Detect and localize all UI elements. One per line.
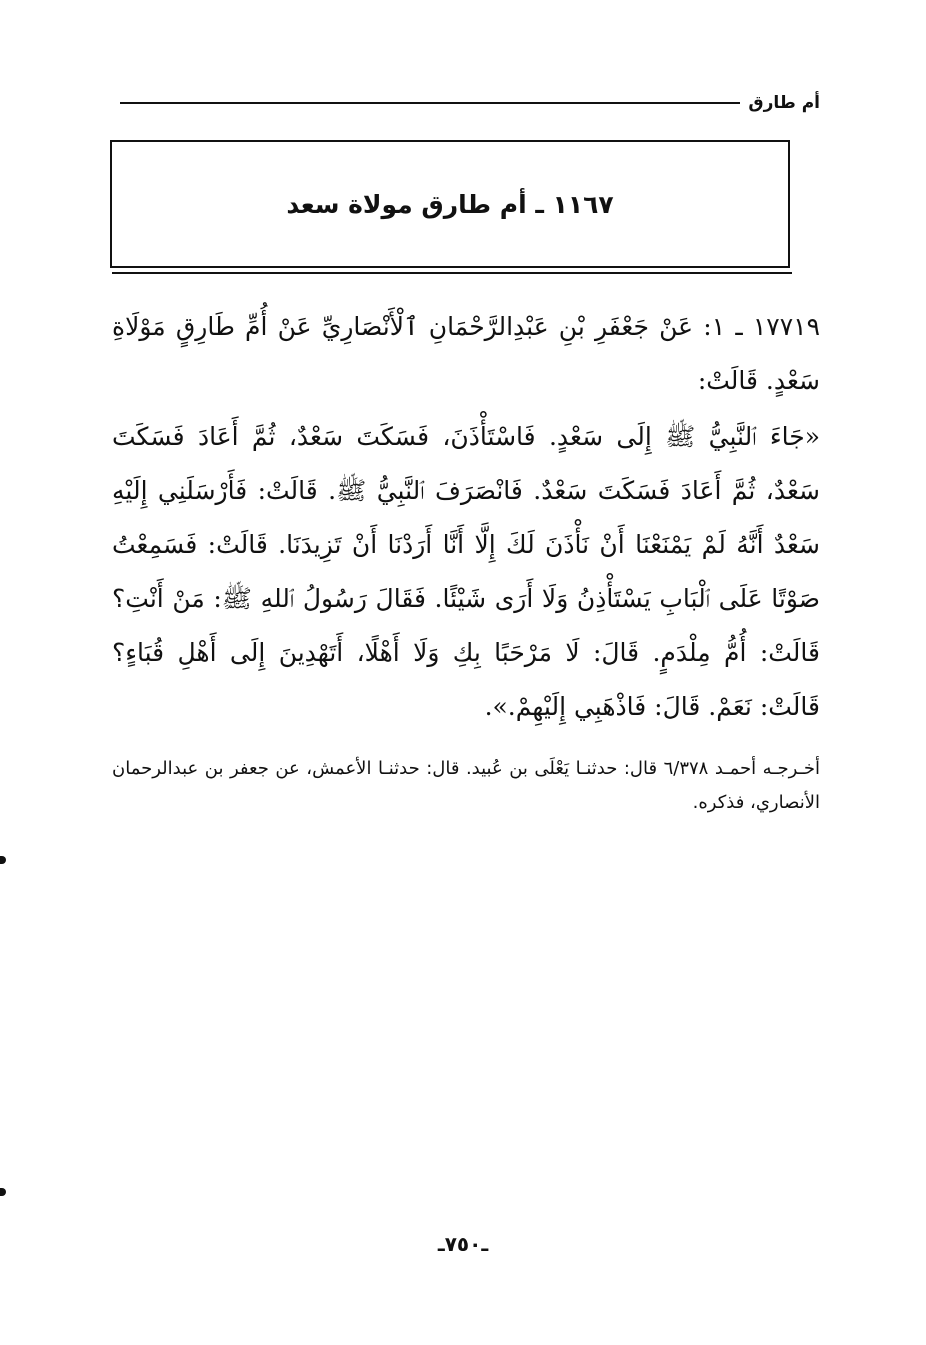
- hadith-text: [112, 300, 820, 734]
- header-rule: [120, 102, 740, 104]
- hadith-isnad: ١٧٧١٩ ـ ١: عَنْ جَعْفَرِ بْنِ عَبْدِالرَّحْمَانِ ٱلْأَنْصَارِيِّ عَنْ أُمِّ طَارِقٍ مَوْلَاةِ سَعْدٍ. قَالَتْ:: [112, 312, 821, 395]
- title-rule: [112, 272, 792, 274]
- margin-mark: [0, 1188, 6, 1196]
- footnote: أخـرجـه أحمـد ٦/٣٧٨ قال: حدثنـا يَعْلَى بن عُبيد. قال: حدثنـا الأعمش، عن جعفر بن عبدالرحمان الأنصاري، فذكره.: [112, 758, 820, 813]
- running-header: [120, 88, 820, 118]
- running-title: أم طارق: [748, 93, 820, 113]
- entry-title-box: [110, 140, 790, 268]
- hadith-matn: «جَاءَ ٱلنَّبِيُّ ﷺ إِلَى سَعْدٍ. فَاسْتَأْذَنَ، فَسَكَتَ سَعْدٌ، ثُمَّ أَعَادَ فَسَكَتَ سَعْدٌ، ثُمَّ أَعَادَ فَسَكَتَ سَعْدٌ. فَانْصَرَفَ ٱلنَّبِيُّ ﷺ. قَالَتْ: فَأَرْسَلَنِي إِلَيْهِ سَعْدٌ أَنَّهُ لَمْ يَمْنَعْنَا أَنْ نَأْذَنَ لَكَ إِلَّا أَنَّا أَرَدْنَا أَنْ تَزِيدَنَا. قَالَتْ: فَسَمِعْتُ صَوْتًا عَلَى ٱلْبَابِ يَسْتَأْذِنُ وَلَا أَرَى شَيْئًا. فَقَالَ رَسُولُ ٱللهِ ﷺ: مَنْ أَنْتِ؟ قَالَتْ: أُمُّ مِلْدَمٍ. قَالَ: لَا مَرْحَبًا بِكِ وَلَا أَهْلًا، أَتَهْدِينَ إِلَى أَهْلِ قُبَاءٍ؟ قَالَتْ: نَعَمْ. قَالَ: فَاذْهَبِي إِلَيْهِمْ.».: [112, 422, 820, 721]
- page-number: ـ٧٥٠ـ: [437, 1232, 489, 1256]
- margin-mark: [0, 856, 6, 864]
- entry-heading: ١١٦٧ ـ أم طارق مولاة سعد: [286, 189, 614, 219]
